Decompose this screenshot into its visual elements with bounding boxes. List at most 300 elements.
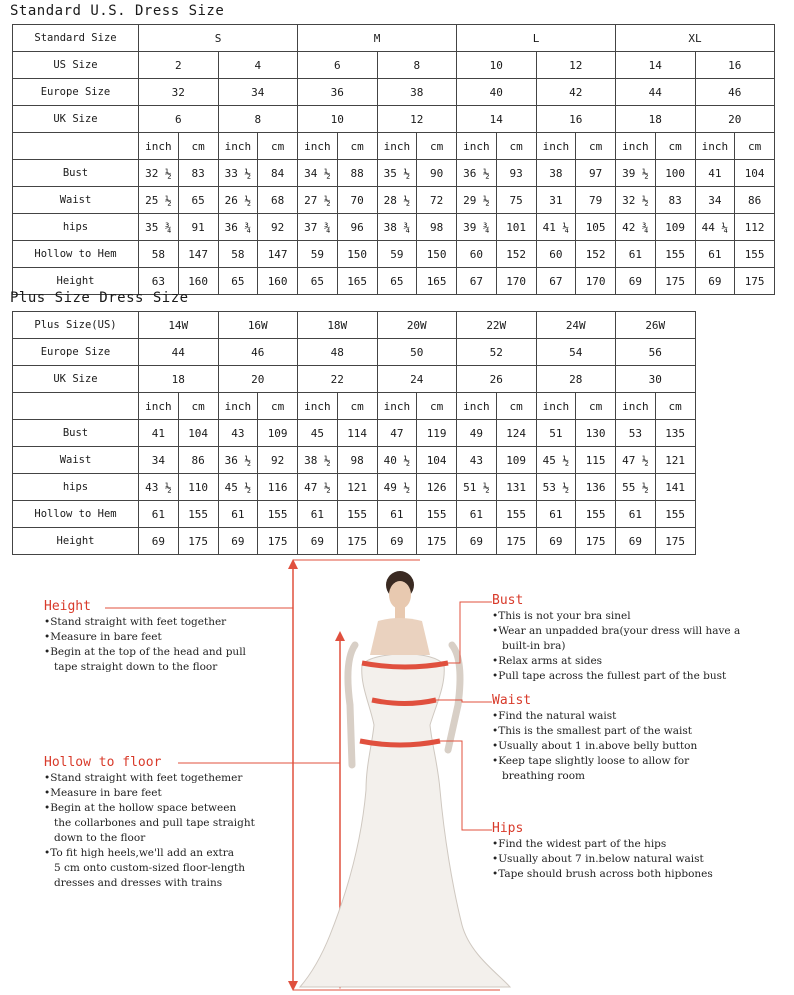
hollow-bullet: •Measure in bare feet [44,787,162,799]
row-label: Europe Size [13,79,139,106]
table-cell: 70 [337,187,377,214]
table-cell: 44 [139,339,219,366]
table-row [13,474,696,501]
table-cell: 69 [298,528,338,555]
table-cell: 86 [735,187,775,214]
table-cell: 34 ½ [298,160,338,187]
bust-bullet: •This is not your bra sinel [492,610,631,622]
hips-bullet: •Usually about 7 in.below natural waist [492,853,704,865]
table-cell: 97 [576,160,616,187]
table-cell: 116 [258,474,298,501]
table-row [13,366,696,393]
table-cell: 175 [655,268,695,295]
row-label: Standard Size [13,25,139,52]
unit-cell: cm [337,133,377,160]
table-cell: 51 [536,420,576,447]
height-bullet: •Measure in bare feet [44,631,162,643]
table-cell: 36 ¾ [218,214,258,241]
unit-cell: inch [139,393,179,420]
table-cell: 147 [178,241,218,268]
unit-cell: cm [178,393,218,420]
table-cell: 91 [178,214,218,241]
table-cell: 136 [576,474,616,501]
size-group: XL [616,25,775,52]
table-cell: 61 [536,501,576,528]
table-cell: 18W [298,312,378,339]
table-cell: 84 [258,160,298,187]
table-cell: 104 [178,420,218,447]
waist-bullet: •Usually about 1 in.above belly button [492,740,698,752]
row-label [13,133,139,160]
table-cell: 83 [655,187,695,214]
unit-cell: cm [496,393,536,420]
table-cell: 6 [139,106,219,133]
table-cell: 45 ½ [218,474,258,501]
waist-bullet: •Keep tape slightly loose to allow for [492,755,690,767]
table-cell: 35 ¾ [139,214,179,241]
hollow-heading: Hollow to floor [44,755,162,770]
table-cell: 61 [139,501,179,528]
table-cell: 63 [139,268,179,295]
header-row [13,25,775,52]
table-cell: 45 [298,420,338,447]
row-label: US Size [13,52,139,79]
table-cell: 16 [536,106,616,133]
table-cell: 12 [377,106,457,133]
bust-bullet: •Relax arms at sides [492,655,603,667]
table-cell: 6 [298,52,378,79]
hollow-bullet: dresses and dresses with trains [54,877,223,889]
table-cell: 175 [655,528,695,555]
waist-annotation [492,693,697,784]
unit-cell: inch [616,133,656,160]
unit-cell: inch [457,393,497,420]
row-label: Waist [13,187,139,214]
unit-cell: inch [218,393,258,420]
waist-bullet: •This is the smallest part of the waist [492,725,692,737]
table-cell: 38 ½ [298,447,338,474]
table-cell: 18 [616,106,696,133]
table-cell: 31 [536,187,576,214]
table-cell: 18 [139,366,219,393]
row-label: UK Size [13,366,139,393]
table-cell: 42 ¾ [616,214,656,241]
table-cell: 92 [258,447,298,474]
unit-cell: inch [377,393,417,420]
table-cell: 150 [337,241,377,268]
table-cell: 39 ½ [616,160,656,187]
table-cell: 175 [576,528,616,555]
table-cell: 41 ¼ [536,214,576,241]
table-cell: 20 [218,366,298,393]
table-cell: 130 [576,420,616,447]
row-label: Height [13,268,139,295]
height-annotation [44,599,246,675]
table-cell: 22 [298,366,378,393]
table-cell: 155 [655,501,695,528]
table-cell: 26 ½ [218,187,258,214]
table-cell: 59 [377,241,417,268]
table-row [13,501,696,528]
table-cell: 170 [496,268,536,295]
table-row [13,160,775,187]
bust-bullet: •Pull tape across the fullest part of the bust [492,670,727,682]
row-label: Plus Size(US) [13,312,139,339]
table-cell: 175 [496,528,536,555]
table-row [13,420,696,447]
unit-cell: inch [616,393,656,420]
table-cell: 105 [576,214,616,241]
hollow-bullet: •Stand straight with feet togethemer [44,772,243,784]
table-cell: 65 [218,268,258,295]
table-cell: 44 [616,79,696,106]
table-cell: 22W [457,312,537,339]
table-cell: 175 [178,528,218,555]
table-cell: 43 ½ [139,474,179,501]
table-cell: 61 [457,501,497,528]
size-group: S [139,25,298,52]
bust-bullet: •Wear an unpadded bra(your dress will have a [492,625,741,637]
table-cell: 160 [258,268,298,295]
unit-cell: cm [576,133,616,160]
plus-title: Plus Size Dress Size [10,290,189,306]
hollow-bullet: 5 cm onto custom-sized floor-length [54,862,246,874]
table-row [13,447,696,474]
table-cell: 170 [576,268,616,295]
hips-annotation [492,821,713,882]
table-cell: 165 [337,268,377,295]
table-cell: 69 [695,268,735,295]
unit-cell: cm [178,133,218,160]
table-cell: 155 [735,241,775,268]
table-cell: 100 [655,160,695,187]
table-cell: 34 [695,187,735,214]
table-cell: 20W [377,312,457,339]
table-cell: 2 [139,52,219,79]
table-cell: 109 [655,214,695,241]
table-cell: 54 [536,339,616,366]
table-cell: 53 [616,420,656,447]
unit-cell: inch [536,393,576,420]
row-label: hips [13,474,139,501]
table-cell: 38 [377,79,457,106]
table-cell: 155 [258,501,298,528]
table-cell: 119 [417,420,457,447]
table-cell: 16 [695,52,775,79]
hips-heading: Hips [492,821,524,836]
table-cell: 61 [616,241,656,268]
table-cell: 90 [417,160,457,187]
table-cell: 41 [695,160,735,187]
table-cell: 53 ½ [536,474,576,501]
table-cell: 38 [536,160,576,187]
unit-cell: cm [735,133,775,160]
table-cell: 24W [536,312,616,339]
table-cell: 121 [655,447,695,474]
table-cell: 75 [496,187,536,214]
table-cell: 104 [417,447,457,474]
table-cell: 55 ½ [616,474,656,501]
table-cell: 150 [417,241,457,268]
unit-cell: cm [417,393,457,420]
hollow-bullet: down to the floor [54,832,146,844]
table-cell: 72 [417,187,457,214]
table-cell: 30 [616,366,696,393]
table-cell: 52 [457,339,537,366]
table-cell: 34 [139,447,179,474]
bust-annotation [492,593,740,684]
table-cell: 98 [337,447,377,474]
table-row [13,187,775,214]
table-cell: 175 [337,528,377,555]
unit-cell: inch [298,133,338,160]
hips-bullet: •Tape should brush across both hipbones [492,868,713,880]
table-cell: 101 [496,214,536,241]
unit-cell: inch [218,133,258,160]
standard-size-table [12,24,775,295]
waist-bullet: breathing room [502,770,585,782]
bust-heading: Bust [492,593,524,608]
table-cell: 33 ½ [218,160,258,187]
table-cell: 60 [457,241,497,268]
table-cell: 51 ½ [457,474,497,501]
table-row [13,339,696,366]
table-cell: 60 [536,241,576,268]
table-cell: 27 ½ [298,187,338,214]
table-cell: 58 [139,241,179,268]
table-cell: 20 [695,106,775,133]
table-cell: 12 [536,52,616,79]
table-cell: 69 [457,528,497,555]
table-cell: 47 [377,420,417,447]
unit-cell: cm [576,393,616,420]
hollow-annotation [44,755,255,891]
table-cell: 67 [457,268,497,295]
table-cell: 58 [218,241,258,268]
row-label: Hollow to Hem [13,501,139,528]
table-cell: 44 ¼ [695,214,735,241]
table-cell: 65 [178,187,218,214]
table-cell: 83 [178,160,218,187]
measurement-guide [0,555,794,995]
table-cell: 67 [536,268,576,295]
hollow-bullet: •Begin at the hollow space between [44,802,237,814]
table-row [13,241,775,268]
table-cell: 126 [417,474,457,501]
table-cell: 65 [377,268,417,295]
table-cell: 88 [337,160,377,187]
table-cell: 40 ½ [377,447,417,474]
table-cell: 152 [496,241,536,268]
table-cell: 32 ½ [139,160,179,187]
table-cell: 59 [298,241,338,268]
table-cell: 10 [298,106,378,133]
bust-bullet: built-in bra) [502,640,566,652]
table-cell: 175 [735,268,775,295]
table-row [13,52,775,79]
table-cell: 175 [258,528,298,555]
table-cell: 16W [218,312,298,339]
table-cell: 49 [457,420,497,447]
table-cell: 24 [377,366,457,393]
table-cell: 61 [695,241,735,268]
table-cell: 155 [576,501,616,528]
row-label: Bust [13,420,139,447]
row-label: Waist [13,447,139,474]
table-cell: 49 ½ [377,474,417,501]
table-cell: 65 [298,268,338,295]
table-cell: 14 [616,52,696,79]
table-cell: 26 [457,366,537,393]
height-heading: Height [44,599,91,614]
table-cell: 46 [218,339,298,366]
table-cell: 98 [417,214,457,241]
unit-cell: cm [417,133,457,160]
table-cell: 28 ½ [377,187,417,214]
table-cell: 45 ½ [536,447,576,474]
table-cell: 36 ½ [218,447,258,474]
table-cell: 141 [655,474,695,501]
unit-cell: inch [377,133,417,160]
table-cell: 109 [496,447,536,474]
size-group: L [457,25,616,52]
height-bullet: •Begin at the top of the head and pull [44,646,246,658]
table-cell: 69 [616,528,656,555]
unit-cell: inch [457,133,497,160]
table-cell: 121 [337,474,377,501]
unit-cell: inch [536,133,576,160]
hips-bullet: •Find the widest part of the hips [492,838,667,850]
table-cell: 32 ½ [616,187,656,214]
table-cell: 61 [616,501,656,528]
row-label: Bust [13,160,139,187]
table-cell: 4 [218,52,298,79]
unit-cell: cm [337,393,377,420]
table-cell: 39 ¾ [457,214,497,241]
height-bullet: tape straight down to the floor [54,661,218,673]
table-cell: 48 [298,339,378,366]
table-cell: 29 ½ [457,187,497,214]
table-cell: 69 [218,528,258,555]
unit-cell: cm [496,133,536,160]
table-cell: 86 [178,447,218,474]
unit-cell: inch [695,133,735,160]
table-cell: 155 [496,501,536,528]
plus-size-table [12,311,696,555]
table-cell: 155 [178,501,218,528]
table-cell: 175 [417,528,457,555]
table-cell: 124 [496,420,536,447]
row-label [13,393,139,420]
table-cell: 115 [576,447,616,474]
table-cell: 79 [576,187,616,214]
unit-cell: cm [655,133,695,160]
table-cell: 25 ½ [139,187,179,214]
table-cell: 69 [536,528,576,555]
table-cell: 35 ½ [377,160,417,187]
table-cell: 47 ½ [298,474,338,501]
unit-row [13,393,696,420]
table-cell: 8 [377,52,457,79]
row-label: Europe Size [13,339,139,366]
table-cell: 10 [457,52,537,79]
row-label: Height [13,528,139,555]
table-cell: 152 [576,241,616,268]
table-cell: 114 [337,420,377,447]
hollow-bullet: •To fit high heels,we'll add an extra [44,847,234,859]
table-row [13,79,775,106]
table-cell: 42 [536,79,616,106]
table-cell: 96 [337,214,377,241]
table-cell: 92 [258,214,298,241]
table-cell: 147 [258,241,298,268]
table-cell: 14 [457,106,537,133]
table-cell: 36 ½ [457,160,497,187]
table-row [13,312,696,339]
table-cell: 69 [139,528,179,555]
table-cell: 50 [377,339,457,366]
table-cell: 56 [616,339,696,366]
table-cell: 14W [139,312,219,339]
waist-heading: Waist [492,693,532,708]
table-cell: 61 [218,501,258,528]
table-cell: 28 [536,366,616,393]
table-cell: 110 [178,474,218,501]
table-cell: 109 [258,420,298,447]
table-cell: 43 [457,447,497,474]
table-cell: 135 [655,420,695,447]
table-cell: 8 [218,106,298,133]
table-row [13,106,775,133]
table-cell: 61 [298,501,338,528]
table-cell: 26W [616,312,696,339]
table-cell: 104 [735,160,775,187]
table-cell: 34 [218,79,298,106]
row-label: Hollow to Hem [13,241,139,268]
table-cell: 155 [655,241,695,268]
unit-row [13,133,775,160]
table-cell: 43 [218,420,258,447]
table-cell: 61 [377,501,417,528]
table-cell: 93 [496,160,536,187]
table-cell: 36 [298,79,378,106]
row-label: UK Size [13,106,139,133]
table-cell: 155 [337,501,377,528]
table-cell: 160 [178,268,218,295]
unit-cell: cm [655,393,695,420]
unit-cell: inch [298,393,338,420]
table-cell: 37 ¾ [298,214,338,241]
table-cell: 32 [139,79,219,106]
unit-cell: cm [258,393,298,420]
standard-title: Standard U.S. Dress Size [10,3,225,19]
height-bullet: •Stand straight with feet together [44,616,227,628]
table-cell: 38 ¾ [377,214,417,241]
table-cell: 68 [258,187,298,214]
table-cell: 112 [735,214,775,241]
table-row [13,528,696,555]
table-cell: 69 [616,268,656,295]
table-cell: 69 [377,528,417,555]
table-cell: 40 [457,79,537,106]
table-cell: 155 [417,501,457,528]
unit-cell: inch [139,133,179,160]
table-row [13,214,775,241]
table-cell: 47 ½ [616,447,656,474]
hollow-bullet: the collarbones and pull tape straight [54,817,255,829]
dress-silhouette [300,571,510,987]
row-label: hips [13,214,139,241]
